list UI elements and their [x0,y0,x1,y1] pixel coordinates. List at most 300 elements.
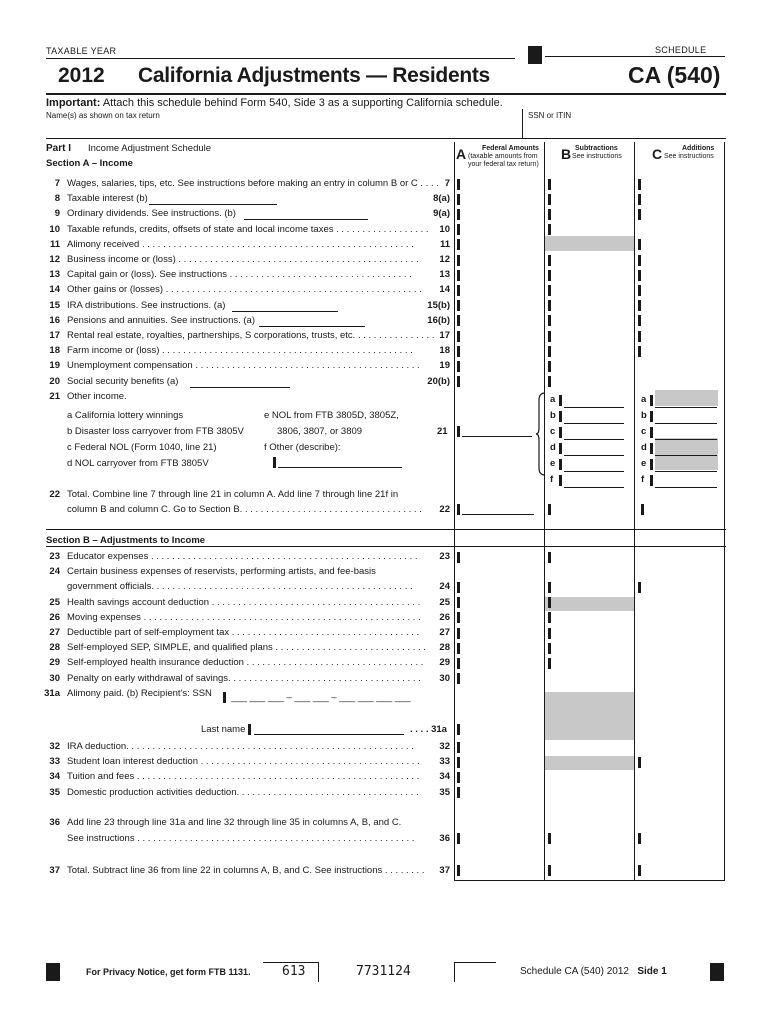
entry-marker [548,833,551,844]
entry-marker [457,724,460,735]
footer-schedule-name: Schedule CA (540) 2012 [520,966,629,977]
amount-field[interactable] [462,177,542,191]
ssn-field[interactable] [526,120,724,138]
amount-field[interactable] [553,375,633,389]
entry-marker [457,179,460,190]
line-number: 32 [49,741,60,752]
footer-divider [454,962,455,982]
column-b-subtitle: See instructions [572,153,622,160]
line-description: IRA deduction. . . . . . . . . . . . . . . . . . . . . . . . . . . . . . . . . . . . . . . . . . . . . . . . . . . . . . . [67,741,414,752]
line-description: Social security benefits (a) [67,375,179,387]
line-ref: 36 [439,833,450,844]
entry-marker [650,459,653,470]
amount-field[interactable] [462,641,542,655]
amount-field[interactable] [462,755,542,769]
line-ref: 11 [439,238,450,250]
line-21-amount-field[interactable] [564,407,624,408]
line-description: Business income or (loss) . . . . . . . . . . . . . . . . . . . . . . . . . . . . . . . . . . . . . . . . . . . . . . [67,254,419,265]
line-ref: 26 [439,611,450,623]
entry-marker [650,427,653,438]
amount-field[interactable] [643,580,723,594]
amount-field[interactable] [462,299,542,313]
amount-field[interactable] [462,596,542,610]
line-description: Ordinary dividends. See instructions. (b) [67,208,236,220]
amount-field[interactable] [643,268,723,282]
line-36-text: Add line 23 through line 31a and line 32 through line 35 in columns A, B, and C. [67,817,402,828]
section-a-heading: Section A – Income [46,158,133,169]
line-21-letter: b [550,410,556,421]
amount-field[interactable] [462,786,542,800]
entry-marker [457,331,460,342]
line-description: Health savings account deduction . . . . . . . . . . . . . . . . . . . . . . . . . . . . . . . . . . . . . . . . [67,596,421,608]
entry-marker [457,255,460,266]
amount-field[interactable] [643,177,723,191]
inline-entry-field[interactable] [232,311,338,312]
line-description: Penalty on early withdrawal of savings. . . . . . . . . . . . . . . . . . . . . . . . . . . . . . . . . . . . . [67,672,421,684]
line-description: Moving expenses . . . . . . . . . . . . . . . . . . . . . . . . . . . . . . . . . . . . . . . . . . . . . . . . . . . . . [67,611,421,623]
entry-marker [457,239,460,250]
line-number: 24 [49,566,60,578]
line-21f-label: f Other (describe): [264,442,341,453]
line-21-letter: a [641,394,647,405]
line-21-letter: e [641,458,647,469]
amount-field[interactable] [553,192,633,206]
part-title: Income Adjustment Schedule [88,143,212,154]
amount-field[interactable] [553,344,633,358]
line-22-total-rule [462,514,534,515]
name-row-rule [46,138,726,139]
entry-marker [641,504,644,515]
line-row [0,641,770,655]
entry-marker [457,865,460,876]
amount-field[interactable] [462,740,542,754]
entry-marker [457,361,460,372]
footer-form-label [520,966,667,977]
amount-field[interactable] [553,268,633,282]
line-22-text-cont: column B and column C. Go to Section B. . . . . . . . . . . . . . . . . . . . . . . . . . . . . . . . . . . [67,504,422,515]
amount-field[interactable] [643,299,723,313]
amount-field[interactable] [643,755,723,769]
ssn-label: SSN or ITIN [528,111,572,120]
line-number: 8 [54,193,60,205]
inline-entry-field[interactable] [259,326,365,327]
line-description: Pensions and annuities. See instructions. (a) [67,314,255,326]
entry-marker [457,504,460,515]
tax-year: 2012 [58,64,105,87]
line-21-amount-field[interactable] [655,471,717,472]
amount-field[interactable] [462,329,542,343]
tax-year-label: TAXABLE YEAR [46,46,117,56]
line-ref: 19 [439,360,450,372]
line-description: government officials. . . . . . . . . . . . . . . . . . . . . . . . . . . . . . . . . . . . . . . . . . . . . . . . . . [67,581,413,593]
entry-marker [548,504,551,515]
entry-marker [638,270,641,281]
line-row [0,626,770,640]
important-text: Attach this schedule behind Form 540, Side 3 as a supporting California schedule. [102,97,503,109]
entry-marker [457,285,460,296]
entry-marker [457,787,460,798]
entry-marker [548,658,551,669]
line-37-row [0,864,770,878]
entry-marker [548,597,551,608]
line-description: Other income. [67,390,127,402]
line-22-row [0,488,770,502]
line-ref: 10 [439,223,450,235]
line-number: 9 [54,208,60,220]
line-ref: 24 [439,581,450,593]
inline-entry-field[interactable] [190,387,290,388]
amount-field[interactable] [553,283,633,297]
amount-field[interactable] [643,192,723,206]
line-21-amount-field[interactable] [655,455,717,456]
line-ref: 33 [439,756,450,768]
entry-marker [638,285,641,296]
line-21a-label: a California lottery winnings [67,410,184,421]
amount-field[interactable] [553,177,633,191]
line-21-amount-field[interactable] [564,439,624,440]
entry-marker [548,315,551,326]
amount-field[interactable] [553,329,633,343]
title-rule [46,93,726,95]
amount-field[interactable] [553,611,633,625]
line-row [0,223,770,237]
line-ref: 16(b) [427,314,450,326]
line-ref: 34 [439,771,450,783]
amount-field[interactable] [643,253,723,267]
entry-marker [457,426,460,437]
line-number: 30 [49,672,60,684]
line-ref: 20(b) [427,375,450,387]
line-row [0,390,770,404]
line-number: 14 [49,284,60,296]
entry-marker [457,552,460,563]
line-description: Educator expenses . . . . . . . . . . . . . . . . . . . . . . . . . . . . . . . . . . . . . . . . . . . . . . . . . . . [67,551,418,562]
line-21-letter: c [550,426,556,437]
amount-field[interactable] [553,253,633,267]
amount-field[interactable] [462,192,542,206]
line-description: Capital gain or (loss). See instructions . . . . . . . . . . . . . . . . . . . . . . . . . . . . . . . . . . . [67,269,412,281]
names-label: Name(s) as shown on tax return [46,111,160,120]
entry-marker [457,658,460,669]
amount-field[interactable] [462,611,542,625]
line-21-letter: f [641,474,645,485]
line-description: Self-employed health insurance deduction . . . . . . . . . . . . . . . . . . . . . . . . . . . . . . . . . . [67,657,424,669]
entry-marker [638,865,641,876]
line-description: Alimony paid. (b) Recipient's: SSN [67,687,212,699]
line-21-column-a-field[interactable] [462,436,532,437]
entry-marker [548,194,551,205]
privacy-notice: For Privacy Notice, get form FTB 1131. [86,967,251,977]
entry-marker [638,833,641,844]
amount-field[interactable] [462,314,542,328]
line-ref: 29 [439,657,450,669]
amount-field[interactable] [553,299,633,313]
line-ref: 27 [439,627,450,638]
line-number: 7 [54,178,60,189]
form-title: California Adjustments — Residents [138,64,490,87]
registration-mark [528,46,542,64]
last-name-label: Last name [201,724,246,735]
line-ref: 37 [439,865,450,876]
line-number: 15 [49,299,60,311]
line-21-letter: b [641,410,647,421]
amount-field[interactable] [553,656,633,670]
line-22-row-cont [0,503,770,517]
line-description: Other gains or (losses) . . . . . . . . . . . . . . . . . . . . . . . . . . . . . . . . . . . . . . . . . . . . . . . . . [67,284,422,296]
entry-marker [559,459,562,470]
line-row [0,596,770,610]
line-ref: 23 [439,551,450,562]
line-21-letter: d [550,442,556,453]
line-21-letter: c [641,426,647,437]
entry-marker [638,315,641,326]
entry-marker [650,475,653,486]
entry-marker [548,582,551,593]
amount-field[interactable] [462,770,542,784]
line-description: Alimony received . . . . . . . . . . . . . . . . . . . . . . . . . . . . . . . . . . . . . . . . . . . . . . . . . . . . [67,238,414,250]
entry-marker [548,865,551,876]
barcode-number: 7731124 [356,964,411,979]
entry-marker [638,300,641,311]
inline-entry-field[interactable] [244,219,368,220]
entry-marker [457,772,460,783]
line-row [0,786,770,800]
entry-marker [638,346,641,357]
entry-marker [548,270,551,281]
form-code: CA (540) [628,62,721,88]
line-number: 22 [49,489,60,500]
column-a-letter: A [456,146,467,162]
important-note [46,97,503,109]
line-21-amount-field[interactable] [655,407,717,408]
entry-marker [548,179,551,190]
entry-marker [457,224,460,235]
schedule-label: SCHEDULE [655,45,707,55]
amount-field[interactable] [462,253,542,267]
entry-marker [650,395,653,406]
form-bottom-rule [454,880,725,881]
amount-field[interactable] [553,359,633,373]
section-b-rule [46,546,726,547]
entry-marker [457,346,460,357]
line-row [0,656,770,670]
line-22-text: Total. Combine line 7 through line 21 in column A. Add line 7 through line 21f in [67,489,399,500]
entry-marker [638,255,641,266]
amount-field[interactable] [553,207,633,221]
line-21-letter: a [550,394,556,405]
line-number: 34 [49,771,60,783]
line-number: 31a [44,687,60,699]
line-description: Unemployment compensation . . . . . . . . . . . . . . . . . . . . . . . . . . . . . . . . . . . . . . . . . . . [67,360,420,372]
entry-marker [457,300,460,311]
line-row [0,359,770,373]
line-ref: 17 [439,330,450,341]
shaded-cell [655,438,718,454]
line-description: IRA distributions. See instructions. (a) [67,299,226,311]
entry-marker [638,179,641,190]
line-number: 37 [49,865,60,876]
line-ref: 7 [444,178,450,189]
line-ref: 25 [439,596,450,608]
registration-mark [710,963,724,981]
entry-marker [548,346,551,357]
amount-field[interactable] [553,314,633,328]
part-label: Part I [46,143,72,154]
entry-marker [457,582,460,593]
line-36-row [0,816,770,830]
line-ref: 28 [439,642,450,654]
form-code-number: 613 [282,964,306,979]
column-c-letter: C [652,146,663,162]
line-31a-ref: . . . . 31a [410,724,447,735]
entry-marker [559,427,562,438]
amount-field[interactable] [553,223,633,237]
line-number: 29 [49,657,60,669]
amount-field[interactable] [553,641,633,655]
line-number: 17 [49,330,60,341]
entry-marker [457,376,460,387]
line-description: Domestic production activities deduction. . . . . . . . . . . . . . . . . . . . . . . . . . . . . . . . . . . [67,786,419,798]
amount-field[interactable] [643,207,723,221]
line-21-letter: f [550,474,554,485]
line-ref: 9(a) [433,208,450,220]
entry-marker [548,552,551,563]
amount-field[interactable] [643,314,723,328]
line-row [0,740,770,754]
line-number: 12 [49,254,60,265]
entry-marker [638,582,641,593]
amount-field[interactable] [462,238,542,252]
entry-marker [457,643,460,654]
line-21-amount-field[interactable] [655,439,717,440]
recipient-ssn-field[interactable]: ___ ___ ___ – ___ ___ – ___ ___ ___ ___ [231,692,411,703]
entry-marker [548,300,551,311]
amount-field[interactable] [462,656,542,670]
line-21b-label: b Disaster loss carryover from FTB 3805V [67,426,244,437]
line-number: 26 [49,611,60,623]
line-21d-label: d NOL carryover from FTB 3805V [67,458,209,469]
amount-field[interactable] [643,283,723,297]
amount-field[interactable] [462,626,542,640]
line-21-amount-field[interactable] [564,455,624,456]
line-number: 18 [49,345,60,357]
line-21-ref: 21 [437,426,448,437]
amount-field[interactable] [643,238,723,252]
line-number: 21 [49,390,60,402]
inline-entry-field[interactable] [149,204,277,205]
entry-marker [559,443,562,454]
amount-field[interactable] [462,375,542,389]
column-a-title: Federal Amounts [482,145,539,152]
line-21-amount-field[interactable] [564,423,624,424]
ssn-divider [522,109,523,139]
entry-marker [548,255,551,266]
amount-field[interactable] [553,550,633,564]
amount-field[interactable] [553,580,633,594]
amount-field[interactable] [462,207,542,221]
entry-marker [650,411,653,422]
amount-field[interactable] [553,626,633,640]
line-21-amount-field[interactable] [564,471,624,472]
line-number: 19 [49,360,60,372]
entry-marker [638,209,641,220]
amount-field[interactable] [462,283,542,297]
line-21e-label: e NOL from FTB 3805D, 3805Z, [264,410,399,421]
line-description: Student loan interest deduction . . . . . . . . . . . . . . . . . . . . . . . . . . . . . . . . . . . . . . . . . . [67,756,420,768]
registration-mark [46,963,60,981]
line-number: 10 [49,223,60,235]
section-b-heading: Section B – Adjustments to Income [46,535,206,546]
line-description: Wages, salaries, tips, etc. See instructions before making an entry in column B or C . . . . [67,178,439,189]
entry-marker [650,443,653,454]
line-ref: 15(b) [427,299,450,311]
entry-marker [638,239,641,250]
entry-marker [559,395,562,406]
line-row [0,611,770,625]
line-description: Self-employed SEP, SIMPLE, and qualified plans . . . . . . . . . . . . . . . . . . . . . . . . . . . . . [67,642,426,654]
amount-field[interactable] [462,223,542,237]
amount-field[interactable] [462,268,542,282]
line-21f-describe-field[interactable] [278,467,402,468]
important-label: Important: [46,97,101,109]
entry-marker [457,315,460,326]
line-number: 13 [49,269,60,281]
amount-field[interactable] [462,359,542,373]
line-ref: 14 [439,284,450,296]
amount-field[interactable] [462,550,542,564]
entry-marker [548,285,551,296]
line-21c-label: c Federal NOL (Form 1040, line 21) [67,442,217,453]
amount-field[interactable] [462,580,542,594]
amount-field[interactable] [462,672,542,686]
line-ref: 22 [439,504,450,515]
line-ref: 18 [439,345,450,357]
amount-field[interactable] [643,344,723,358]
amount-field[interactable] [643,329,723,343]
line-ref: 32 [439,741,450,752]
line-number: 16 [49,314,60,326]
line-number: 11 [49,238,60,250]
line-ref: 13 [439,269,450,281]
entry-marker [457,194,460,205]
line-number: 27 [49,627,60,638]
entry-marker [638,331,641,342]
line-36-row-cont [0,832,770,846]
entry-marker [548,331,551,342]
entry-marker [457,833,460,844]
column-a-subtitle: (taxable amounts from your federal tax return) [468,153,539,168]
entry-marker [638,757,641,768]
entry-marker [457,742,460,753]
recipient-last-name-field[interactable] [254,734,404,735]
header-rule [46,58,515,59]
line-number: 28 [49,642,60,654]
names-field[interactable] [46,120,520,138]
line-description: Certain business expenses of reservists, performing artists, and fee-basis [67,566,376,578]
line-21-letter: e [550,458,556,469]
line-21-amount-field[interactable] [655,423,717,424]
column-b-letter: B [561,146,572,162]
line-row [0,672,770,686]
amount-field[interactable] [462,344,542,358]
entry-marker [559,411,562,422]
line-ref: 8(a) [433,193,450,205]
entry-marker [559,475,562,486]
amount-field[interactable] [553,596,633,610]
entry-marker [273,457,276,468]
line-row [0,770,770,784]
entry-marker [548,224,551,235]
